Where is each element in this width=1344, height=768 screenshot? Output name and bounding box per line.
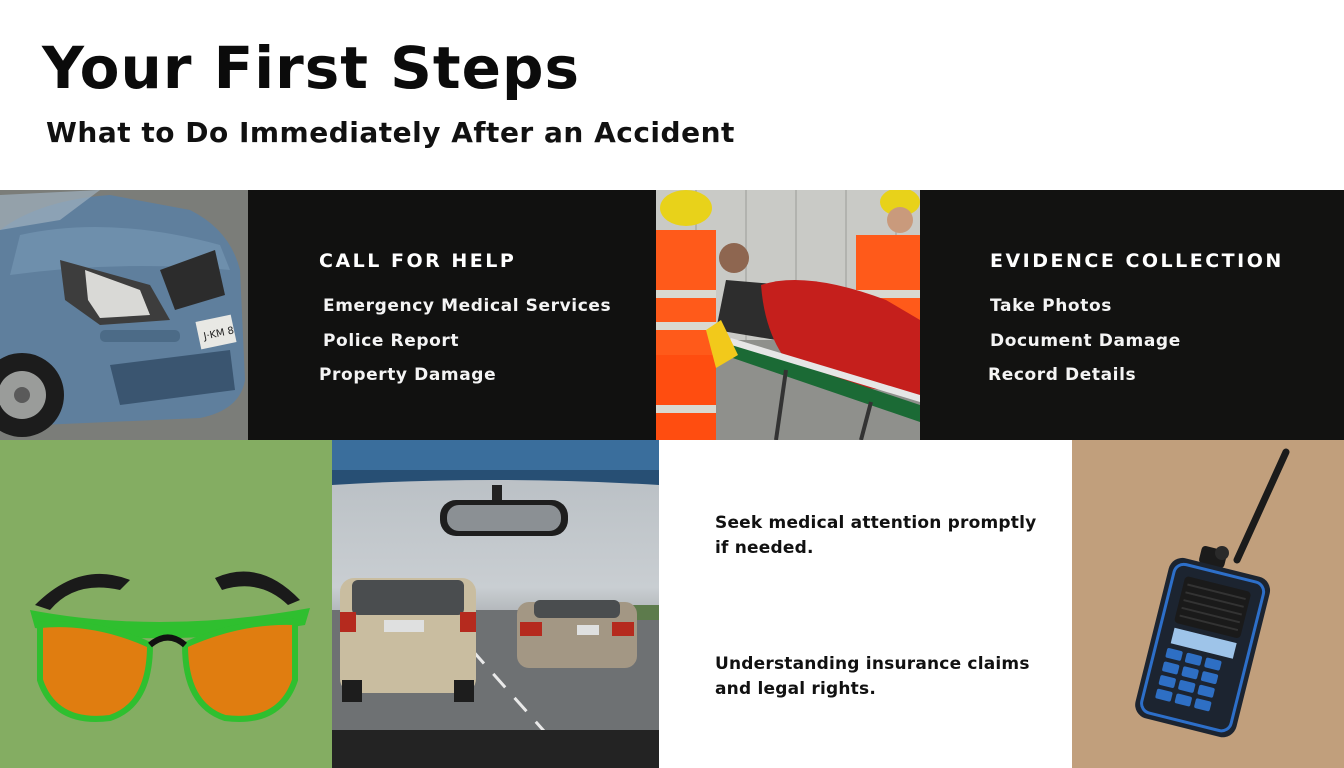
insurance-claims-note: Understanding insurance claims and legal rights. bbox=[715, 654, 1030, 699]
page-title: Your First Steps bbox=[42, 34, 581, 102]
medical-attention-note: Seek medical attention promptly if needed. bbox=[715, 513, 1037, 558]
call-for-help-item: Emergency Medical Services bbox=[323, 296, 612, 316]
call-for-help-heading: CALL FOR HELP bbox=[319, 250, 517, 272]
damaged-car-photo bbox=[0, 190, 248, 440]
evidence-collection-item: Take Photos bbox=[990, 296, 1112, 316]
two-way-radio-photo bbox=[1072, 440, 1344, 768]
page-subtitle: What to Do Immediately After an Accident bbox=[46, 116, 735, 149]
call-for-help-item: Police Report bbox=[323, 331, 460, 351]
license-plate-text: J·KM 8 bbox=[202, 325, 236, 343]
sunglasses-photo bbox=[0, 440, 332, 768]
paramedics-stretcher-photo bbox=[656, 190, 920, 440]
call-for-help-panel bbox=[248, 190, 656, 440]
evidence-collection-item: Document Damage bbox=[990, 331, 1181, 351]
notes-panel bbox=[659, 440, 1072, 768]
evidence-collection-panel bbox=[920, 190, 1344, 440]
evidence-collection-heading: EVIDENCE COLLECTION bbox=[990, 250, 1284, 272]
rearview-road-photo bbox=[332, 440, 659, 768]
header bbox=[0, 0, 1344, 190]
evidence-collection-item: Record Details bbox=[988, 365, 1137, 385]
call-for-help-item: Property Damage bbox=[319, 365, 497, 385]
